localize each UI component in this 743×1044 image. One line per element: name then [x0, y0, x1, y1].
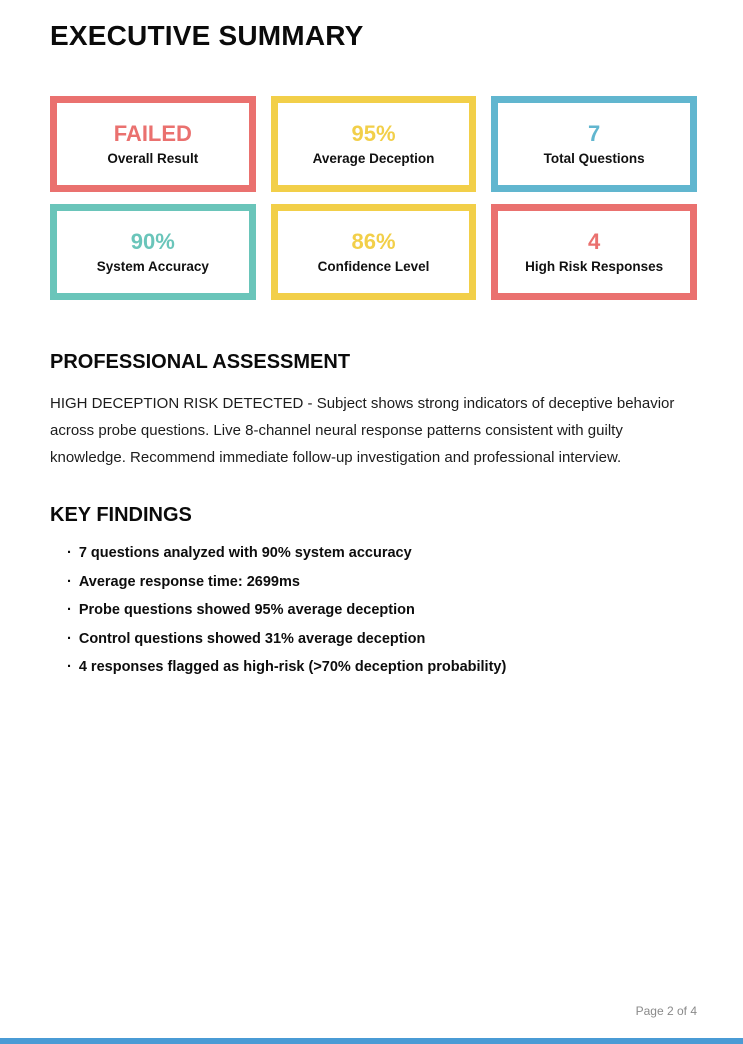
bullet-icon: · [67, 545, 72, 562]
stat-label: Average Deception [312, 150, 435, 166]
bullet-icon: · [67, 659, 72, 676]
footer-accent-bar [0, 1038, 743, 1044]
key-finding-text: Average response time: 2699ms [78, 573, 300, 590]
bullet-icon: · [67, 602, 72, 619]
stat-card-average-deception [271, 96, 477, 192]
stat-card-grid [50, 96, 697, 300]
key-finding-item [67, 545, 697, 561]
bullet-icon: · [67, 630, 72, 647]
stat-value: 7 [588, 120, 601, 146]
stat-value: 95% [351, 120, 396, 146]
stat-value: 90% [130, 228, 175, 254]
key-finding-item [67, 631, 697, 647]
stat-card-overall-result [50, 96, 256, 192]
key-finding-item [67, 574, 697, 590]
stat-value: 4 [588, 228, 601, 254]
stat-card-system-accuracy [50, 204, 256, 300]
key-finding-text: Control questions showed 31% average deception [78, 630, 426, 647]
stat-label: Overall Result [107, 150, 199, 166]
key-finding-text: Probe questions showed 95% average deception [78, 602, 415, 619]
bullet-icon: · [67, 573, 72, 590]
stat-card-confidence-level [271, 204, 477, 300]
stat-value: 86% [351, 228, 396, 254]
stat-label: Confidence Level [317, 258, 430, 274]
key-findings-list [50, 545, 697, 675]
assessment-body-text: HIGH DECEPTION RISK DETECTED - Subject shows strong indicators of deceptive behavior across probe questions. Live 8-channel neural response patterns consistent with guilty knowledge. Recommend immediate follow-up investigation and professional interview. [50, 395, 675, 467]
stat-label: High Risk Responses [525, 258, 664, 274]
key-finding-text: 4 responses flagged as high-risk (>70% deception probability) [78, 659, 507, 676]
key-finding-item [67, 659, 697, 675]
key-findings-heading: KEY FINDINGS [50, 504, 192, 527]
key-finding-item [67, 602, 697, 618]
key-finding-text: 7 questions analyzed with 90% system accuracy [78, 545, 412, 562]
page-number: Page 2 of 4 [635, 1004, 697, 1018]
stat-label: Total Questions [543, 150, 645, 166]
stat-card-total-questions [491, 96, 697, 192]
stat-card-high-risk-responses [491, 204, 697, 300]
assessment-heading: PROFESSIONAL ASSESSMENT [50, 351, 351, 374]
stat-value: FAILED [113, 120, 192, 146]
page-title: EXECUTIVE SUMMARY [50, 20, 364, 51]
stat-label: System Accuracy [96, 258, 209, 274]
